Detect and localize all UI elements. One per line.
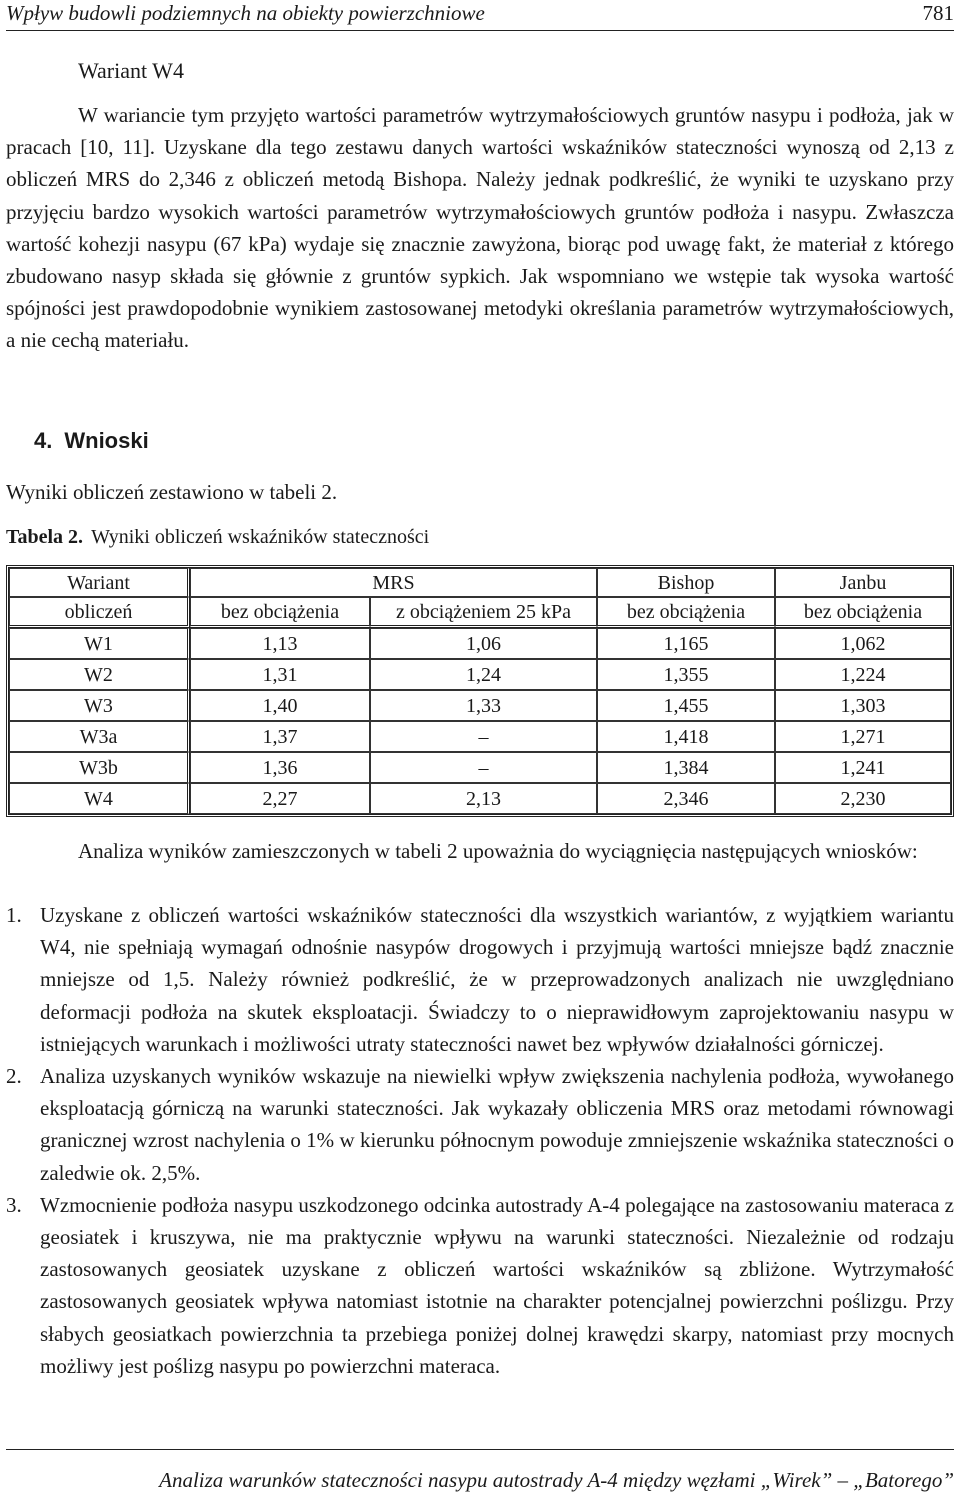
- table-row: [9, 628, 951, 659]
- table-cell: 1,418: [597, 721, 775, 752]
- table-cell: 1,241: [775, 752, 951, 783]
- group-header-bishop: Bishop: [597, 568, 775, 597]
- page-number: 781: [922, 1, 954, 25]
- list-item-text: Analiza uzyskanych wyników wskazuje na niewielki wpływ zwiększenia nachylenia podłoża, wywołanego eksploatacją górniczą na warunki stateczności. Jak wykazały obliczenia MRS oraz metodami równowagi granicznej wzrost nachylenia o 1% w kierunku północnym powoduje zmniejszenie wskaźnika stateczności o zaledwie ok. 2,5%.: [40, 1064, 954, 1185]
- table-cell: 1,384: [597, 752, 775, 783]
- table-cell: –: [370, 752, 597, 783]
- list-item: [6, 899, 954, 1060]
- table-cell: W3: [9, 690, 190, 721]
- table-cell: 1,24: [370, 659, 597, 690]
- table-cell: –: [370, 721, 597, 752]
- table-cell: 2,346: [597, 783, 775, 814]
- table-row: [9, 783, 951, 814]
- table-cell: 1,06: [370, 628, 597, 659]
- list-item-text: Wzmocnienie podłoża nasypu uszkodzonego odcinka autostrady A-4 polegające na zastosowaniu materaca z geosiatek i kruszywa, nie ma praktycznie wpływu na warunki stateczności. Niezależnie od rodzaju zastosowanych geosiatek uzyskane z obliczeń wartości wskaźników są zbliżone. Wytrzymałość zastosowanych geosiatek wpływa natomiast istotnie na charakter potencjalnej powierzchni poślizgu. Przy słabych geosiatkach powierzchnia ta przebiega poniżej dolnej krawędzi skarpy, natomiast przy mocnych możliwy jest poślizg nasypu po powierzchni materaca.: [40, 1192, 954, 1378]
- analysis-paragraph: Analiza wyników zamieszczonych w tabeli 2 upoważnia do wyciągnięcia następujących wniosków:: [78, 839, 918, 863]
- table-cell: 1,13: [190, 628, 370, 659]
- list-item: [6, 1189, 954, 1382]
- table-cell: 1,165: [597, 628, 775, 659]
- table-cell: 1,355: [597, 659, 775, 690]
- table-cell: 1,455: [597, 690, 775, 721]
- variant-paragraph: W wariancie tym przyjęto wartości parametrów wytrzymałościowych gruntów nasypu i podłoża, jak w pracach [10, 11]. Uzyskane dla tego zestawu danych wartości wskaźników stateczności wynoszą od 2,13 z obliczeń MRS do 2,346 z obliczeń metodą Bishopa. Należy jednak podkreślić, że wyniki te uzyskano przy przyjęciu bardzo wysokich wartości parametrów wytrzymałościowych gruntów podłoża i nasypu. Zwłaszcza wartość kohezji nasypu (67 kPa) wydaje się znacznie zawyżona, biorąc pod uwagę fakt, że materiał z którego zbudowano nasyp składa się głównie z gruntów sypkich. Jak wspomniano we wstępie tak wysoka wartość spójności jest prawdopodobnie wynikiem zastosowanej metodyki określania parametrów wytrzymałościowych, a nie cechą materiału.: [6, 103, 954, 353]
- section-intro: Wyniki obliczeń zestawiono w tabeli 2.: [6, 480, 338, 504]
- variant-header-line1: Wariant: [9, 568, 190, 597]
- sub-header: z obciążeniem 25 kPa: [370, 597, 597, 628]
- list-item-number: 2.: [6, 1064, 22, 1089]
- running-header: [6, 0, 954, 31]
- sub-header: bez obciążenia: [597, 597, 775, 628]
- table-cell: 1,40: [190, 690, 370, 721]
- table-cell: W3a: [9, 721, 190, 752]
- sub-header: bez obciążenia: [775, 597, 951, 628]
- table-header-row: [9, 568, 951, 597]
- section-heading: [34, 425, 149, 457]
- list-item-number: 1.: [6, 903, 22, 927]
- table-row: [9, 752, 951, 783]
- table-cell: 2,230: [775, 783, 951, 814]
- table-subheader-row: [9, 597, 951, 628]
- table-cell: W1: [9, 628, 190, 659]
- table-caption-label: Tabela 2.: [6, 526, 84, 548]
- table-cell: 1,31: [190, 659, 370, 690]
- table-row: [9, 721, 951, 752]
- table-cell: W4: [9, 783, 190, 814]
- table-caption-text: Wyniki obliczeń wskaźników stateczności: [91, 526, 430, 548]
- footer-rule: [6, 1449, 954, 1450]
- table-caption: [6, 522, 429, 552]
- table-cell: 1,224: [775, 659, 951, 690]
- table-cell: 1,271: [775, 721, 951, 752]
- running-footer: Analiza warunków stateczności nasypu autostrady A-4 między węzłami „Wirek” – „Batorego”: [159, 1468, 954, 1492]
- table-cell: W2: [9, 659, 190, 690]
- table-cell: 1,36: [190, 752, 370, 783]
- table-cell: W3b: [9, 752, 190, 783]
- group-header-janbu: Janbu: [775, 568, 951, 597]
- table-row: [9, 659, 951, 690]
- table-cell: 1,303: [775, 690, 951, 721]
- list-item-number: 3.: [6, 1192, 22, 1217]
- table-cell: 1,37: [190, 721, 370, 752]
- variant-heading: Wariant W4: [78, 58, 184, 83]
- table-cell: 2,13: [370, 783, 597, 814]
- table-cell: 1,33: [370, 690, 597, 721]
- group-header-mrs: MRS: [190, 568, 597, 597]
- results-table: [6, 565, 954, 817]
- conclusions-list: [6, 899, 954, 1382]
- table-cell: 2,27: [190, 783, 370, 814]
- table-row: [9, 690, 951, 721]
- list-item: [6, 1060, 954, 1189]
- section-title: Wnioski: [64, 428, 149, 453]
- section-number: 4.: [34, 428, 53, 453]
- list-item-text: Uzyskane z obliczeń wartości wskaźników stateczności dla wszystkich wariantów, z wyjątkiem wariantu W4, nie spełniają wymagań odnośnie nasypów drogowych i przyjmują wartości mniejsze bądź znacznie mniejsze od 1,5. Należy również podkreślić, że w przeprowadzonych analizach nie uwzględniano deformacji podłoża na skutek eksploatacji. Świadczy to o nieprawidłowym zaprojektowaniu nasypu w istniejących warunkach i możliwości utraty stateczności nawet bez wpływów działalności górniczej.: [40, 903, 954, 1056]
- sub-header: bez obciążenia: [190, 597, 370, 628]
- variant-header-line2: obliczeń: [9, 597, 190, 628]
- running-header-title: Wpływ budowli podziemnych na obiekty powierzchniowe: [6, 1, 485, 25]
- table-cell: 1,062: [775, 628, 951, 659]
